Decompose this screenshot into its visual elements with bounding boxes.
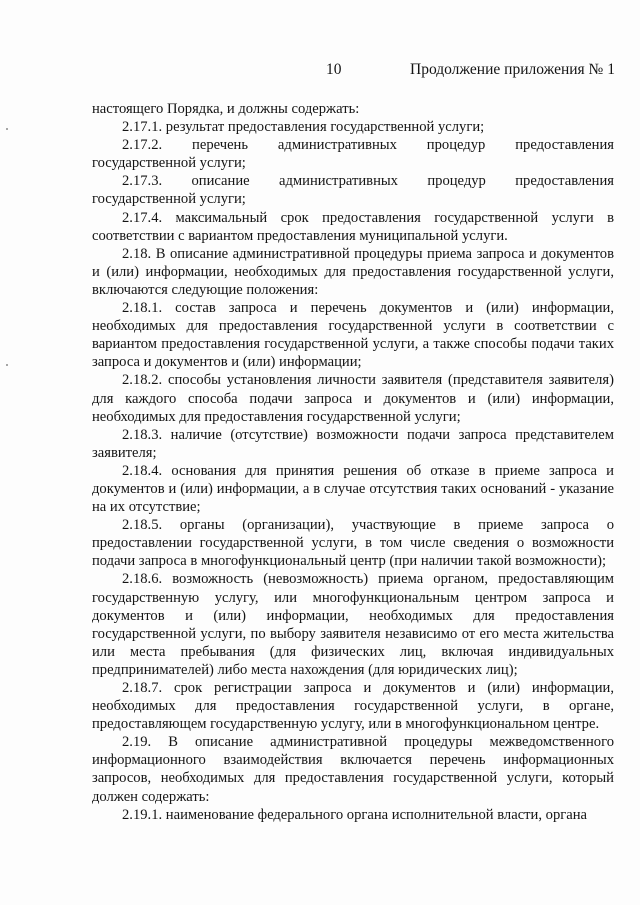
paragraph-2-17-1: 2.17.1. результат предоставления государственной услуги; [122, 119, 485, 136]
paragraph-2-17-4: 2.17.4. максимальный срок предоставления государственной услуги в соответствии с вариантом предоставления муниципальной услуги. [92, 209, 614, 244]
paragraph-2-18-6: 2.18.6. возможность (невозможность) приема органом, предоставляющим государственную услугу, или многофункциональным центром запроса и документов и (или) информации, необходимых для предоставления государственной услуги, по выбору заявителя независимо от его места жительства или места пребывания (для физических лиц, включая индивидуальных предпринимателей) либо места нахождения (для юридических лиц); [92, 571, 614, 678]
paragraph-2-18-2: 2.18.2. способы установления личности заявителя (представителя заявителя) для каждого способа подачи запроса и документов и (или) информации, необходимых для предоставления государственной услуги; [92, 372, 614, 425]
page-number: 10 [326, 61, 342, 78]
paragraph-continuation: настоящего Порядка, и должны содержать: [92, 101, 360, 117]
page-header [0, 61, 640, 83]
header-title: Продолжение приложения № 1 [410, 61, 615, 78]
paragraph-2-17-2: 2.17.2. перечень административных процедур предоставления государственной услуги; [92, 137, 614, 172]
paragraph-2-17-3: 2.17.3. описание административных процедур предоставления государственной услуги; [92, 173, 614, 208]
paragraph-2-18-1: 2.18.1. состав запроса и перечень документов и (или) информации, необходимых для предоставления государственной услуги в соответствии с вариантом предоставления государственной услуги, а также способы подачи таких запроса и документов и (или) информации; [92, 300, 614, 371]
paragraph-2-18: 2.18. В описание административной процедуры приема запроса и документов и (или) информации, необходимых для предоставления государственной услуги, включаются следующие положения: [92, 245, 614, 298]
paragraph-2-18-4: 2.18.4. основания для принятия решения об отказе в приеме запроса и документов и (или) информации, а в случае отсутствия таких оснований - указание на их отсутствие; [92, 462, 614, 516]
paragraph-2-19: 2.19. В описание административной процедуры межведомственного информационного взаимодействия включается перечень информационных запросов, необходимых для предоставления государственной услуги, который должен содержать: [92, 734, 614, 805]
paragraph-2-19-1: 2.19.1. наименование федерального органа исполнительной власти, органа [122, 806, 587, 823]
paragraph-2-18-5: 2.18.5. органы (организации), участвующие в приеме запроса о предоставлении государственной услуги, в том числе сведения о возможности подачи запроса в многофункциональный центр (при наличии такой возможности); [92, 517, 614, 570]
scan-speck [6, 128, 8, 130]
document-body [92, 100, 614, 824]
scan-speck [6, 364, 8, 366]
paragraph-2-18-7: 2.18.7. срок регистрации запроса и документов и (или) информации, необходимых для предоставления государственной услуги, в органе, предоставляющем государственную услугу, или в многофункциональном центре. [92, 680, 614, 733]
paragraph-2-18-3: 2.18.3. наличие (отсутствие) возможности подачи запроса представителем заявителя; [92, 426, 614, 461]
